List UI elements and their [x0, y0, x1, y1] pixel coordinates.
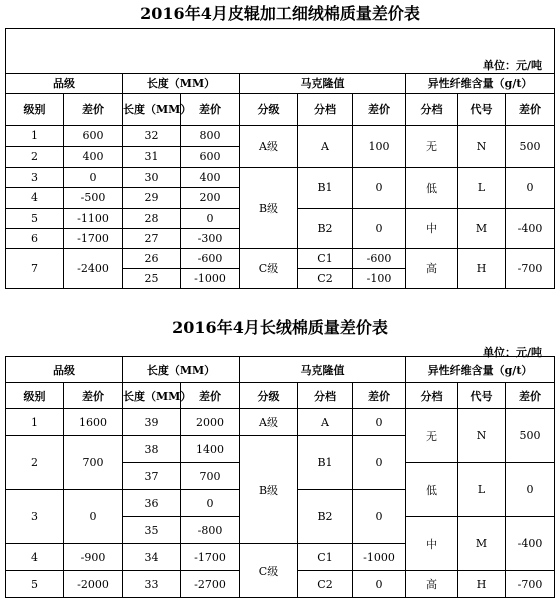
table1-cell: -600	[353, 248, 406, 268]
table2-cell: 39	[123, 409, 181, 436]
table1-cell: -500	[64, 187, 123, 208]
table2-subheader-fiber-code: 代号	[458, 383, 506, 409]
table1-cell: C级	[240, 248, 298, 288]
table2-cell: 0	[353, 490, 406, 544]
table2-subheader-grade: 级别	[6, 383, 64, 409]
table1-cell: -1700	[64, 228, 123, 248]
table1-subheader-mic-diff: 差价	[353, 93, 406, 125]
table2-cell: 500	[506, 409, 555, 463]
table1-cell: 3	[6, 167, 64, 187]
table1-cell: 1	[6, 125, 64, 146]
table2-cell: B级	[240, 436, 298, 544]
table1-cell: 0	[506, 167, 555, 208]
table2-cell: 无	[406, 409, 458, 463]
table1-cell: B1	[298, 167, 353, 208]
table2-subheader-fiber-diff: 差价	[506, 383, 555, 409]
table1-cell: 4	[6, 187, 64, 208]
table1-group-foreign-fiber: 异性纤维含量（g/t）	[406, 73, 555, 93]
table2-cell: L	[458, 463, 506, 517]
table2-cell: C级	[240, 544, 298, 598]
table1-cell: 0	[353, 208, 406, 248]
table1-cell: 400	[181, 167, 240, 187]
table2-cell: B1	[298, 436, 353, 490]
table2-group-length: 长度（MM）	[123, 357, 240, 383]
table1-cell: 29	[123, 187, 181, 208]
table2-cell: B2	[298, 490, 353, 544]
table2-cell: 35	[123, 517, 181, 544]
table1-cell: 27	[123, 228, 181, 248]
table1-group-length: 长度（MM）	[123, 73, 240, 93]
table2-cell: C2	[298, 571, 353, 598]
table2-subheader-grade-diff: 差价	[64, 383, 123, 409]
table1-cell: 600	[181, 146, 240, 167]
table1-cell: L	[458, 167, 506, 208]
table2-cell: N	[458, 409, 506, 463]
table2-subheader-length-diff: 差价	[181, 383, 240, 409]
table2-cell: 中	[406, 517, 458, 571]
table1-cell: -100	[353, 268, 406, 288]
table2-cell: 700	[181, 463, 240, 490]
table2-cell: -1000	[353, 544, 406, 571]
table1-cell: N	[458, 125, 506, 167]
table2-cell: 低	[406, 463, 458, 517]
table2-cell: 高	[406, 571, 458, 598]
table1-cell: 0	[181, 208, 240, 228]
table1-cell: 200	[181, 187, 240, 208]
table1-cell: 25	[123, 268, 181, 288]
table1-cell: 0	[353, 167, 406, 208]
table1-subheader-fiber-diff: 差价	[506, 93, 555, 125]
table1-cell: -700	[506, 248, 555, 288]
table1-cell: 低	[406, 167, 458, 208]
table1-cell: A级	[240, 125, 298, 167]
table1-cell: 中	[406, 208, 458, 248]
table2-cell: H	[458, 571, 506, 598]
table2-cell: C1	[298, 544, 353, 571]
table2-cell: -2700	[181, 571, 240, 598]
table2-cell: 38	[123, 436, 181, 463]
table2-cell: 2	[6, 436, 64, 490]
table1-cell: B级	[240, 167, 298, 248]
table2-group-foreign-fiber: 异性纤维含量（g/t）	[406, 357, 555, 383]
table1-subheader-grade: 级别	[6, 93, 64, 125]
table1-cell: -400	[506, 208, 555, 248]
table1-cell: B2	[298, 208, 353, 248]
table1-cell: 28	[123, 208, 181, 228]
table1-subheader-fiber-code: 代号	[458, 93, 506, 125]
table2-subheader-fiber-band: 分档	[406, 383, 458, 409]
table2-cell: 0	[353, 436, 406, 490]
table1-unit: 单位：元/吨	[6, 57, 555, 74]
table1-cell: 5	[6, 208, 64, 228]
table1-cell: A	[298, 125, 353, 167]
table1-cell: C2	[298, 268, 353, 288]
table2-cell: 3	[6, 490, 64, 544]
table1-cell: C1	[298, 248, 353, 268]
table2-cell: -1700	[181, 544, 240, 571]
table2-cell: 34	[123, 544, 181, 571]
table2-cell: 0	[353, 571, 406, 598]
table1-cell: 600	[64, 125, 123, 146]
table1-cell: 32	[123, 125, 181, 146]
table1-subheader-fiber-band: 分档	[406, 93, 458, 125]
table2-cell: 1400	[181, 436, 240, 463]
table1-subheader-length: 长度（MM）	[123, 93, 181, 125]
table1-cell: M	[458, 208, 506, 248]
table1-title: 2016年4月皮辊加工细绒棉质量差价表	[140, 4, 420, 23]
table2-subheader-length: 长度（MM）	[123, 383, 181, 409]
table2-subheader-mic-level: 分级	[240, 383, 298, 409]
table2-cell: 36	[123, 490, 181, 517]
table2-cell: -800	[181, 517, 240, 544]
table1-cell: 400	[64, 146, 123, 167]
table1-cell: 2	[6, 146, 64, 167]
table2-cell: 0	[64, 490, 123, 544]
table2-subheader-mic-diff: 差价	[353, 383, 406, 409]
table1-group-micronaire: 马克隆值	[240, 73, 406, 93]
table2-unit: 单位：元/吨	[482, 346, 542, 359]
table2-cell: -2000	[64, 571, 123, 598]
table2-cell: -700	[506, 571, 555, 598]
table2-title: 2016年4月长绒棉质量差价表	[172, 318, 388, 337]
table1-subheader-grade-diff: 差价	[64, 93, 123, 125]
table1-cell: 31	[123, 146, 181, 167]
table2-long-staple-price-difference	[5, 356, 555, 598]
table2-cell: 1600	[64, 409, 123, 436]
table1-cell: 高	[406, 248, 458, 288]
table1-cell: -1100	[64, 208, 123, 228]
table1-cell: -600	[181, 248, 240, 268]
table1-cell: -2400	[64, 248, 123, 288]
table2-group-micronaire: 马克隆值	[240, 357, 406, 383]
table1-cell: -1000	[181, 268, 240, 288]
table2-cell: 0	[181, 490, 240, 517]
table2-cell: 2000	[181, 409, 240, 436]
table1-cell: 无	[406, 125, 458, 167]
table1-subheader-mic-level: 分级	[240, 93, 298, 125]
table2-cell: 0	[353, 409, 406, 436]
table2-cell: 5	[6, 571, 64, 598]
table2-cell: A	[298, 409, 353, 436]
table1-cotton-price-difference	[5, 28, 555, 289]
table1-cell: 26	[123, 248, 181, 268]
table1-cell: -300	[181, 228, 240, 248]
table1-cell: 6	[6, 228, 64, 248]
table2-cell: 0	[506, 463, 555, 517]
table2-cell: -400	[506, 517, 555, 571]
table2-cell: 33	[123, 571, 181, 598]
table1-subheader-length-diff: 差价	[181, 93, 240, 125]
table1-cell: 7	[6, 248, 64, 288]
table1-subheader-mic-band: 分档	[298, 93, 353, 125]
table1-cell: 800	[181, 125, 240, 146]
table1-cell: 100	[353, 125, 406, 167]
table2-group-grade: 品级	[6, 357, 123, 383]
table2-cell: 37	[123, 463, 181, 490]
table1-cell: 500	[506, 125, 555, 167]
table1-cell: 0	[64, 167, 123, 187]
table2-subheader-mic-band: 分档	[298, 383, 353, 409]
table1-cell: H	[458, 248, 506, 288]
table2-cell: 1	[6, 409, 64, 436]
table1-group-grade: 品级	[6, 73, 123, 93]
table2-cell: M	[458, 517, 506, 571]
table2-cell: 700	[64, 436, 123, 490]
table2-cell: -900	[64, 544, 123, 571]
table2-cell: A级	[240, 409, 298, 436]
table2-cell: 4	[6, 544, 64, 571]
table1-cell: 30	[123, 167, 181, 187]
